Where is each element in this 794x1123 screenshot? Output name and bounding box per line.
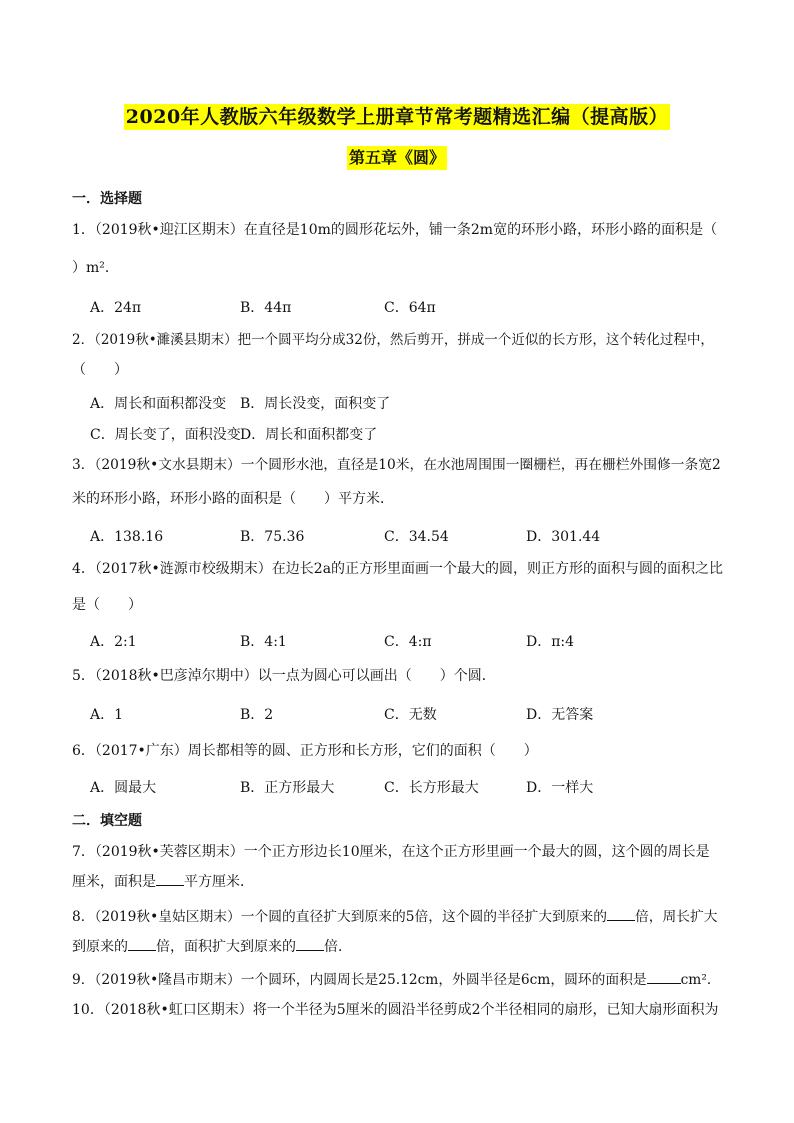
question-8-text-cont <box>72 936 724 957</box>
option-d: D．π:4 <box>526 634 575 650</box>
page-title: 2020年人教版六年级数学上册章节常考题精选汇编（提高版） <box>125 106 669 128</box>
question-9-text <box>72 969 724 990</box>
question-9-part-b: cm²． <box>680 972 721 988</box>
option-b: B．44π <box>240 300 292 316</box>
question-8-part-c: 到原来的 <box>72 939 128 955</box>
question-3-text: 3．（2019秋•文水县期末）一个圆形水池，直径是10米，在水池周围围一圈栅栏，再在栅栏外围修一条宽2 <box>72 457 721 473</box>
option-b: B．4:1 <box>240 634 287 650</box>
question-2-text: 2．（2019秋•濉溪县期末）把一个圆平均分成32份，然后剪开，拼成一个近似的长方形，这个转化过程中， <box>72 332 714 348</box>
question-8-part-a: 8．（2019秋•皇姑区期末）一个圆的直径扩大到原来的5倍，这个圆的半径扩大到原来的 <box>72 909 607 925</box>
question-10-text: 10．（2018秋•虹口区期末）将一个半径为5厘米的圆沿半径剪成2个半径相同的扇形，已知大扇形面积为 <box>72 1002 719 1018</box>
question-1-text: 1．（2019秋•迎江区期末）在直径是10m的圆形花坛外，铺一条2m宽的环形小路，环形小路的面积是（ <box>72 222 718 238</box>
question-4-text: 4．（2017秋•涟源市校级期末）在边长2a的正方形里面画一个最大的圆，则正方形的面积与圆的面积之比 <box>72 561 724 577</box>
option-b: B．75.36 <box>240 529 305 545</box>
answer-blank <box>156 871 184 886</box>
question-8-part-b: 倍，周长扩大 <box>634 909 718 925</box>
option-c: C．34.54 <box>384 529 449 545</box>
option-a: A．周长和面积都没变 <box>90 396 227 412</box>
option-a: A．138.16 <box>90 529 164 545</box>
section-heading-fill: 二．填空题 <box>72 813 142 829</box>
option-d: D．301.44 <box>526 529 601 545</box>
option-b: B．2 <box>240 707 274 723</box>
answer-blank <box>296 936 324 951</box>
option-d: D．周长和面积都变了 <box>240 427 378 443</box>
section-heading-choice: 一．选择题 <box>72 191 142 207</box>
question-8-text <box>72 906 724 927</box>
question-7-text: 7．（2019秋•芙蓉区期末）一个正方形边长10厘米，在这个正方形里画一个最大的圆，这个圆的周长是 <box>72 844 710 860</box>
question-4-text-cont: 是（ ） <box>72 597 142 613</box>
question-7-text-cont <box>72 871 724 892</box>
question-5-text: 5．（2018秋•巴彦淖尔期中）以一点为圆心可以画出（ ）个圆． <box>72 668 496 684</box>
question-7-part-b: 平方厘米． <box>184 874 254 890</box>
option-c: C．64π <box>384 300 436 316</box>
answer-blank <box>647 969 681 984</box>
option-a: A．24π <box>90 300 142 316</box>
option-d: D．一样大 <box>526 780 594 796</box>
option-a: A．1 <box>90 707 124 723</box>
title-container <box>0 104 794 130</box>
option-c: C．4:π <box>384 634 432 650</box>
option-b: B．正方形最大 <box>240 780 335 796</box>
question-7-part-a: 厘米，面积是 <box>72 874 156 890</box>
option-a: A．2:1 <box>90 634 137 650</box>
question-3-text-cont: 米的环形小路，环形小路的面积是（ ）平方米． <box>72 491 394 507</box>
option-c: C．长方形最大 <box>384 780 479 796</box>
question-9-part-a: 9．（2019秋•隆昌市期末）一个圆环，内圆周长是25.12cm，外圆半径是6cm，圆环的面积是 <box>72 972 647 988</box>
option-b: B．周长没变，面积变了 <box>240 396 391 412</box>
question-2-text-cont: （ ） <box>72 362 128 378</box>
answer-blank <box>607 906 635 921</box>
question-8-part-d: 倍，面积扩大到原来的 <box>156 939 296 955</box>
option-d: D．无答案 <box>526 707 594 723</box>
question-6-text: 6．（2017•广东）周长都相等的圆、正方形和长方形，它们的面积（ ） <box>72 743 538 759</box>
option-c: C．周长变了，面积没变 <box>90 427 241 443</box>
answer-blank <box>128 936 156 951</box>
option-c: C．无数 <box>384 707 437 723</box>
question-1-text-cont: ）m²． <box>72 260 119 276</box>
subtitle-container <box>0 146 794 170</box>
chapter-title: 第五章《圆》 <box>347 146 447 170</box>
question-8-part-e: 倍． <box>324 939 352 955</box>
option-a: A．圆最大 <box>90 780 157 796</box>
